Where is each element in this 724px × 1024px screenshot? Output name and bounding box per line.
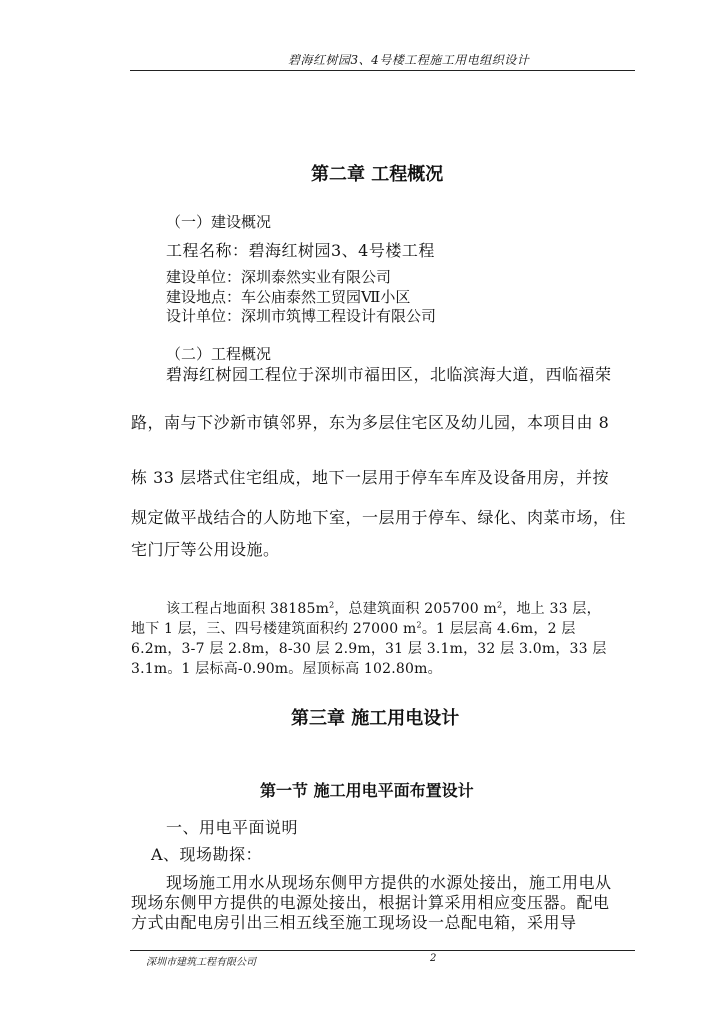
section-2-title: （二）工程概况 (166, 345, 272, 363)
builder-unit: 建设单位：深圳泰然实业有限公司 (166, 268, 392, 286)
project-name: 工程名称：碧海红树园3、4号楼工程 (166, 241, 435, 260)
page-number: 2 (430, 953, 437, 964)
subheading-1: 一、用电平面说明 (166, 818, 299, 837)
footer-company: 深圳市建筑工程有限公司 (146, 957, 256, 968)
area-line-2: 地下 1 层，三、四号楼建筑面积约 27000 $m^2$。1 层层高 4.6m，2 层 (131, 620, 576, 637)
footer-rule (130, 950, 635, 951)
overview-line-4: 规定做平战结合的人防地下室，一层用于停车、绿化、肉菜市场，住 (131, 508, 627, 527)
page-header-title: 碧海红树园3、4号楼工程施工用电组织设计 (288, 53, 530, 67)
site-para-line-1: 现场施工用水从现场东侧甲方提供的水源处接出，施工用电从 (166, 873, 612, 892)
area-line-1: 该工程占地面积 $38185m^2$，总建筑面积 205700 $m^2$，地上 33 层， (166, 600, 601, 617)
section-1-title: （一）建设概况 (166, 213, 272, 231)
area-line-3: 6.2m，3-7 层 2.8m，8-30 层 2.9m，31 层 3.1m，32 层 3.0m，33 层 (131, 641, 607, 657)
chapter-3-title: 第三章 施工用电设计 (291, 708, 460, 729)
section-title: 第一节 施工用电平面布置设计 (260, 781, 474, 800)
site-para-line-2: 现场东侧甲方提供的电源处接出，根据计算采用相应变压器。配电 (131, 893, 610, 912)
overview-line-2: 路，南与下沙新市镇邻界，东为多层住宅区及幼儿园，本项目由 8 (131, 413, 610, 432)
site-para-line-3: 方式由配电房引出三相五线至施工现场设一总配电箱，采用导 (131, 913, 577, 932)
chapter-2-title: 第二章 工程概况 (311, 164, 444, 185)
header-rule (130, 70, 635, 71)
overview-line-5: 宅门厅等公用设施。 (131, 540, 280, 559)
build-location: 建设地点：车公庙泰然工贸园Ⅶ小区 (166, 288, 411, 306)
design-unit: 设计单位：深圳市筑博工程设计有限公司 (166, 307, 437, 325)
area-line-4: 3.1m。1 层标高-0.90m。屋顶标高 102.80m。 (131, 661, 442, 677)
overview-line-1: 碧海红树园工程位于深圳市福田区，北临滨海大道，西临福荣 (166, 365, 612, 384)
overview-line-3: 栋 33 层塔式住宅组成，地下一层用于停车车库及设备用房，并按 (131, 468, 610, 487)
subheading-a: A、现场勘探： (151, 845, 263, 864)
